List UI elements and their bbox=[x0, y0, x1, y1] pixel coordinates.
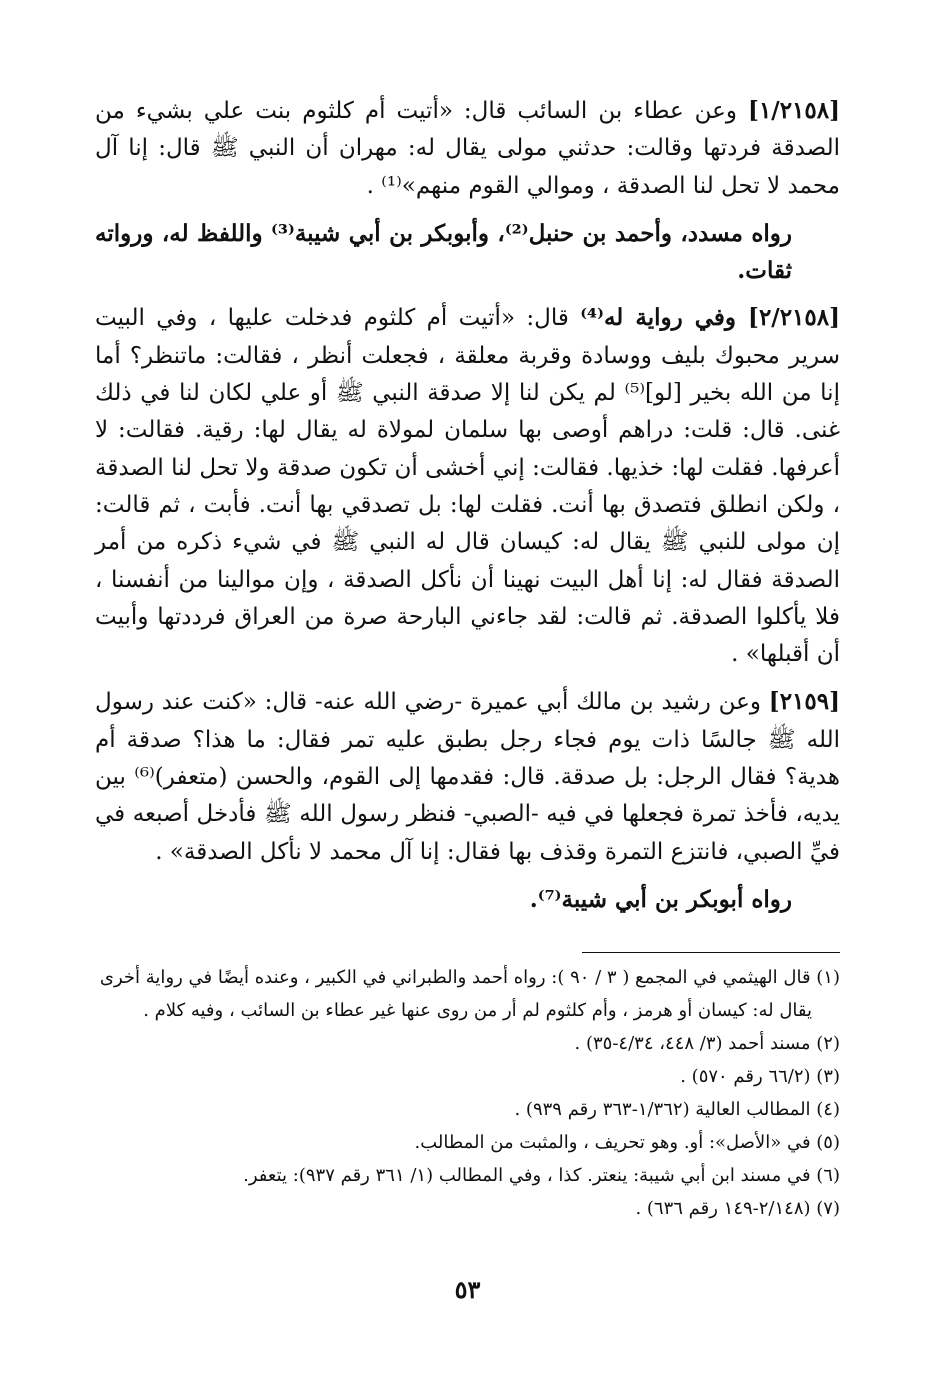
hadith-text: وعن رشيد بن مالك أبي عميرة -رضي الله عنه- قال: «كنت عند رسول الله ﷺ جالسًا ذات يوم فجاء رجل بطبق عليه تمر فقال: ما هذا؟ صدقة أم هدية؟ فقال الرجل: بل صدقة. قال: فقدمها إلى القوم، والحسن (متعفر)⁽⁶⁾ بين يديه، فأخذ تمرة فجعلها في فيه -الصبي- فنظر رسول الله ﷺ فأدخل أصبعه في فيِّ الصبي، فانتزع التمرة وقذف بها فقال: إنا آل محمد لا نأكل الصدقة» . bbox=[95, 689, 841, 865]
hadith-ref: [٢/٢١٥٨] وفي رواية له⁽⁴⁾ bbox=[580, 304, 841, 332]
hadith-2158-1 bbox=[95, 92, 840, 205]
hadith-ref: [٢١٥٩] bbox=[768, 688, 840, 716]
footnote-2: (٢) مسند أحمد (٣/ ٤٤٨، ٤/٣٤-٣٥) . bbox=[574, 1033, 840, 1055]
footnote-divider bbox=[582, 952, 840, 953]
footnote-1: (١) قال الهيثمي في المجمع ( ٣ / ٩٠ ): رواه أحمد والطبراني في الكبير ، وعنده أيضًا في رواية أخرى bbox=[99, 967, 840, 989]
hadith-text: قال: «أتيت أم كلثوم فدخلت عليها ، وفي البيت سرير محبوك بليف ووسادة وقربة معلقة ، فجعلت أنظر ، فقالت: ماتنظر؟ أما إنا من الله بخير [لو]⁽⁵⁾ لم يكن لنا إلا صدقة النبي ﷺ أو علي لكان لنا في ذلك غنى. قال: قلت: دراهم أوصى بها سلمان لمولاة له يقال لها: رقية. فقالت: لا أعرفها. فقلت لها: خذيها. فقالت: إني أخشى أن تكون صدقة ولا تحل لنا الصدقة ، ولكن انطلق فتصدق بها أنت. فقلت لها: بل تصدقي بها أنت. فأبت ، ثم قالت: إن مولى للنبي ﷺ يقال له: كيسان قال له النبي ﷺ في شيء ذكره من أمر الصدقة فقال له: إنا أهل البيت نهينا أن نأكل الصدقة ، وإن موالينا من أنفسنا ، فلا يأكلوا الصدقة. ثم قالت: لقد جاءني البارحة صرة من العراق فرددتها وأبيت أن أقبلها» . bbox=[95, 305, 841, 668]
page-number: ٥٣ bbox=[454, 1275, 481, 1304]
narration-line: رواه مسدد، وأحمد بن حنبل⁽²⁾، وأبوبكر بن أبي شيبة⁽³⁾ واللفظ له، ورواته ثقات. bbox=[95, 219, 792, 285]
footnote-1-continued: يقال له: كيسان أو هرمز ، وأم كلثوم لم أر من روى عنها غير عطاء بن السائب ، وفيه كلام . bbox=[143, 1000, 812, 1022]
footnote-7: (٧) (٢/١٤٨-١٤٩ رقم ٦٣٦) . bbox=[635, 1198, 840, 1220]
footnote-5: (٥) في «الأصل»: أو. وهو تحريف ، والمثبت من المطالب. bbox=[414, 1132, 840, 1154]
footnotes bbox=[95, 961, 840, 1225]
footnote-3: (٣) (٦٦/٢ رقم ٥٧٠) . bbox=[680, 1066, 840, 1088]
hadith-2159 bbox=[95, 683, 840, 870]
hadith-2158-2 bbox=[95, 299, 840, 673]
hadith-ref: [١/٢١٥٨] bbox=[748, 97, 840, 124]
hadith-text: وعن عطاء بن السائب قال: «أتيت أم كلثوم بنت علي بشيء من الصدقة فردتها وقالت: حدثني مولى يقال له: مهران أن النبي ﷺ قال: إنا آل محمد لا تحل لنا الصدقة ، وموالي القوم منهم»⁽¹⁾ . bbox=[95, 98, 841, 199]
footnote-4: (٤) المطالب العالية (١/٣٦٢-٣٦٣ رقم ٩٣٩) . bbox=[514, 1099, 840, 1121]
footnote-6: (٦) في مسند ابن أبي شيبة: ينعتر. كذا ، وفي المطالب (١/ ٣٦١ رقم ٩٣٧): يتعفر. bbox=[243, 1165, 840, 1187]
narration-line: رواه أبوبكر بن أبي شيبة⁽⁷⁾. bbox=[529, 885, 792, 913]
